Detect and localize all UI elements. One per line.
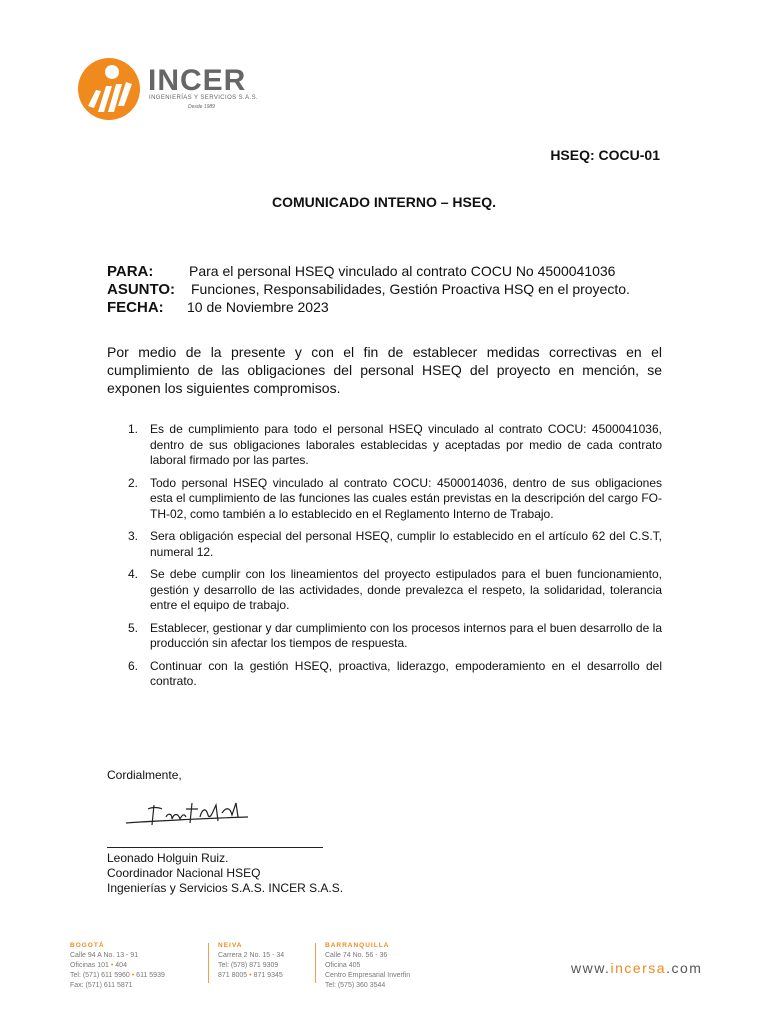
company-logo	[76, 54, 259, 124]
logo-wordmark: INCER	[148, 64, 247, 97]
office-city: BOGOTÁ	[70, 942, 105, 949]
signature-line	[107, 847, 323, 848]
signer-company: Ingenierías y Servicios S.A.S. INCER S.A.S.	[107, 881, 344, 895]
item-text: Se debe cumplir con los lineamientos del proyecto estipulados para el buen funcionamiento, gestión y desarrollo de las actividades, donde prevalezca el respeto, la solidaridad, tolerancia entre el equipo de trabajo.	[150, 567, 662, 612]
memo-header	[107, 262, 630, 316]
list-item	[107, 529, 662, 560]
item-text: Continuar con la gestión HSEQ, proactiva, liderazgo, empoderamiento en el desarrollo del contrato.	[150, 658, 662, 688]
footer-divider	[315, 943, 316, 983]
list-item	[107, 659, 662, 690]
signer-role: Coordinador Nacional HSEQ	[107, 866, 261, 880]
office-barranquilla	[325, 941, 410, 991]
office-bogota	[70, 941, 165, 991]
website-link[interactable]: www.incersa.com	[571, 960, 703, 976]
logo-subtitle: INGENIERÍAS Y SERVICIOS S.A.S.	[149, 95, 259, 101]
office-neiva	[218, 941, 284, 981]
item-text: Todo personal HSEQ vinculado al contrato COCU: 4500014036, dentro de sus obligaciones esta el cumplimiento de las funciones las cuales están previstas en la descripción del cargo FO-TH-02, como también a lo establecido en el Reglamento Interno de Trabajo.	[150, 475, 662, 521]
office-city: NEIVA	[218, 942, 243, 949]
meta-fecha	[107, 298, 630, 316]
closing-salutation: Cordialmente,	[107, 768, 182, 782]
list-item	[107, 476, 662, 523]
logo-mark-icon	[76, 54, 146, 124]
office-phone-alt: 871 8005 • 871 9345	[218, 972, 283, 979]
signature-image	[118, 795, 258, 835]
office-suite: Oficina 405	[325, 962, 361, 969]
meta-asunto	[107, 280, 630, 298]
office-phone: Tel: (571) 611 5960 • 611 5939	[70, 972, 165, 979]
meta-value: Funciones, Responsabilidades, Gestión Proactiva HSQ en el proyecto.	[191, 281, 630, 297]
item-text: Establecer, gestionar y dar cumplimiento con los procesos internos para el buen desarrollo de la producción sin afectar los tiempos de respuesta.	[150, 620, 662, 650]
intro-paragraph: Por medio de la presente y con el fin de establecer medidas correctivas en el cumplimiento de las obligaciones del personal HSEQ del proyecto en mención, se exponen los siguientes compromisos.	[107, 344, 662, 396]
footer-divider	[208, 943, 209, 983]
item-number: 3.	[128, 529, 139, 543]
item-number: 4.	[128, 567, 139, 581]
logo-since: Desde 1989	[188, 104, 215, 110]
office-address: Calle 94 A No. 13 - 91	[70, 952, 139, 959]
list-item	[107, 567, 662, 614]
office-address: Calle 74 No. 56 - 36	[325, 952, 388, 959]
meta-label: PARA:	[107, 263, 154, 280]
item-number: 1.	[128, 422, 139, 436]
list-item	[107, 422, 662, 469]
list-item	[107, 621, 662, 652]
item-number: 2.	[128, 475, 139, 490]
item-number: 5.	[128, 620, 139, 635]
item-text: Sera obligación especial del personal HSEQ, cumplir lo establecido en el artículo 62 del C.S.T, numeral 12.	[150, 529, 662, 559]
office-address: Carrera 2 No. 15 - 34	[218, 952, 285, 959]
meta-label: ASUNTO:	[107, 281, 176, 298]
office-phone: Tel: (578) 871 9309	[218, 962, 279, 969]
signer-name: Leonado Holguin Ruiz.	[107, 851, 229, 865]
office-city: BARRANQUILLA	[325, 942, 390, 949]
meta-value: 10 de Noviembre 2023	[187, 299, 329, 315]
office-fax: Fax: (571) 611 5871	[70, 982, 133, 989]
item-text: Es de cumplimiento para todo el personal HSEQ vinculado al contrato COCU: 4500041036, dentro de sus obligaciones laborales establecidas y aceptadas por medio de cada contrato laboral firmado por las partes.	[150, 422, 662, 467]
office-suite: Oficinas 101 • 404	[70, 962, 127, 969]
meta-value: Para el personal HSEQ vinculado al contrato COCU No 4500041036	[189, 263, 616, 279]
office-phone: Tel: (575) 360 3544	[325, 982, 386, 989]
signer-block	[107, 851, 343, 896]
office-building: Centro Empresarial Inverfin	[325, 972, 411, 979]
meta-label: FECHA:	[107, 299, 164, 316]
document-code: HSEQ: COCU-01	[550, 147, 660, 163]
item-number: 6.	[128, 658, 139, 673]
document-title: COMUNICADO INTERNO – HSEQ.	[271, 194, 496, 210]
commitments-list	[107, 422, 662, 697]
meta-para	[107, 262, 630, 280]
